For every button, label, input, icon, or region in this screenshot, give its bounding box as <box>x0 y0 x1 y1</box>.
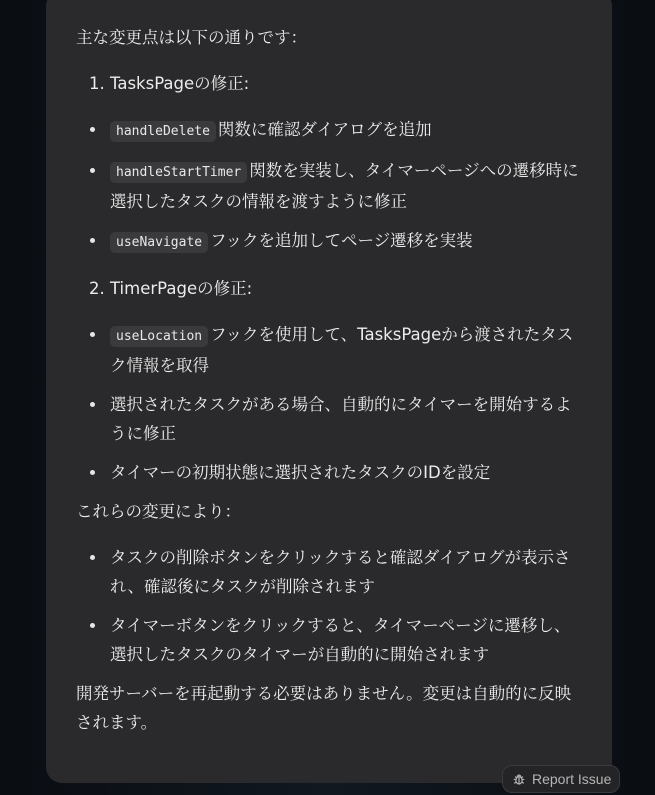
list-item-text: 関数を実装し、タイマーページへの遷移時に選択したタスクの情報を渡すように修正 <box>110 161 579 211</box>
list-item <box>110 226 584 257</box>
list-item-text: 関数に確認ダイアログを追加 <box>217 120 432 139</box>
report-issue-button[interactable] <box>502 765 620 793</box>
closing-text: 開発サーバーを再起動する必要はありません。変更は自動的に反映されます。 <box>76 684 572 732</box>
list-item <box>110 543 584 601</box>
list-item <box>110 320 584 380</box>
list-item-text: フックを使用して、TasksPageから渡されたタスク情報を取得 <box>110 325 574 375</box>
section-heading-timerpage: 2. TimerPageの修正: <box>89 279 253 298</box>
list-item-text: フックを追加してページ遷移を実装 <box>210 231 473 250</box>
list-item-text: タイマーボタンをクリックすると、タイマーページに遷移し、選択したタスクのタイマーが自動的に開始されます <box>110 616 571 664</box>
result-list <box>76 543 584 669</box>
inline-code: useLocation <box>110 326 208 347</box>
taskspage-change-list <box>76 115 584 257</box>
list-item-text: タイマーの初期状態に選択されたタスクのIDを設定 <box>110 463 491 482</box>
list-item-text: 選択されたタスクがある場合、自動的にタイマーを開始するように修正 <box>110 395 572 443</box>
list-item-text: タスクの削除ボタンをクリックすると確認ダイアログが表示され、確認後にタスクが削除されます <box>110 548 571 596</box>
inline-code: handleStartTimer <box>110 162 247 183</box>
intro-text: 主な変更点は以下の通りです： <box>76 28 307 47</box>
bug-icon <box>512 772 526 786</box>
inline-code: useNavigate <box>110 232 208 253</box>
inline-code: handleDelete <box>110 121 216 142</box>
section-heading-taskspage: 1. TasksPageの修正: <box>89 74 250 93</box>
list-item <box>110 390 584 448</box>
list-item <box>110 115 584 146</box>
report-issue-label: Report Issue <box>532 771 612 787</box>
result-heading: これらの変更により： <box>76 502 241 521</box>
assistant-message <box>46 0 612 783</box>
list-item <box>110 458 584 487</box>
list-item <box>110 611 584 669</box>
list-item <box>110 156 584 216</box>
timerpage-change-list <box>76 320 584 487</box>
